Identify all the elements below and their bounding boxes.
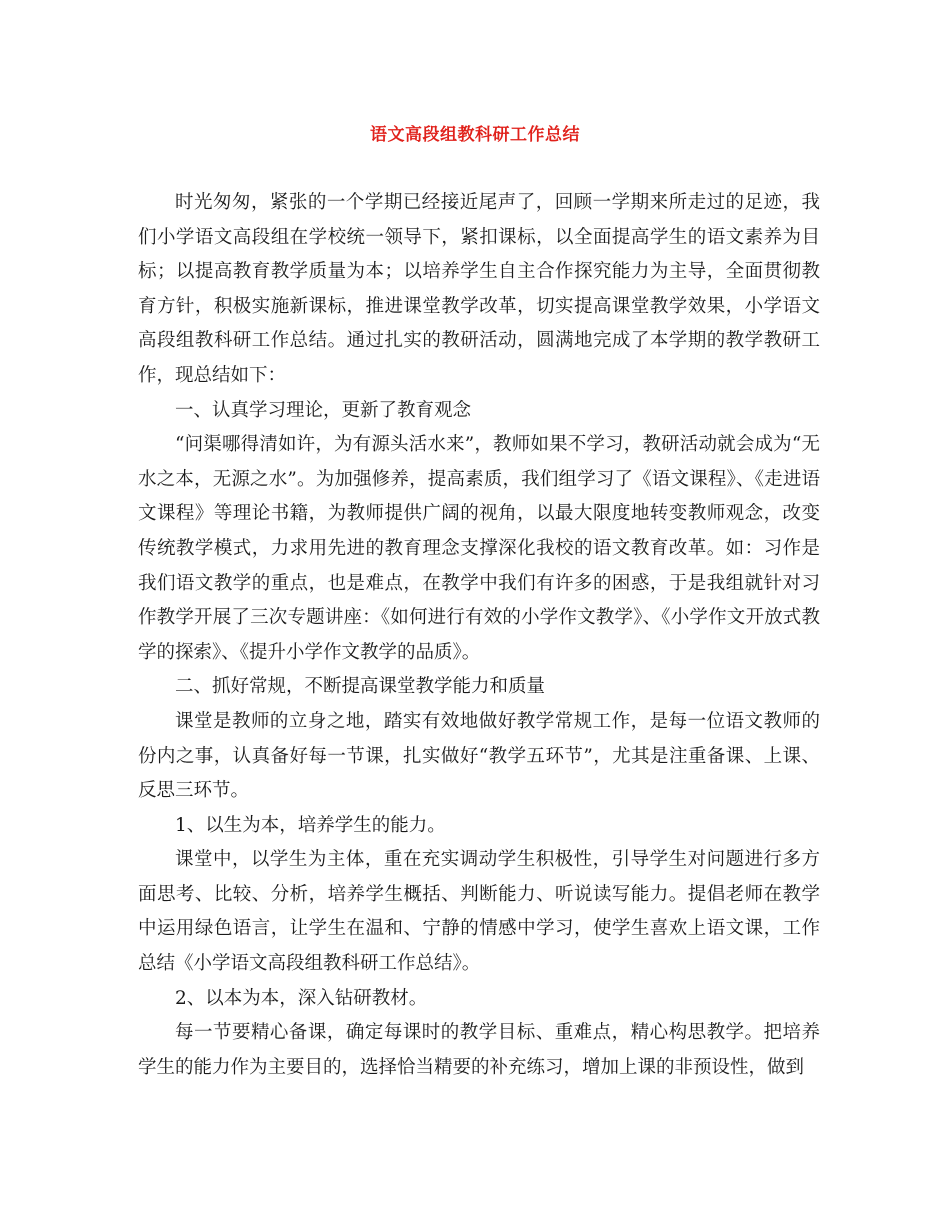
section-2-paragraph: 课堂是教师的立身之地，踏实有效地做好教学常规工作，是每一位语文教师的份内之事，认真备好每一节课，扎实做好“教学五环节”，尤其是注重备课、上课、反思三环节。 [138, 710, 820, 802]
document-title: 语文高段组教科研工作总结 [370, 125, 580, 145]
section-heading-1: 一、认真学习理论，更新了教育观念 [175, 399, 472, 421]
section-1-paragraph: “问渠哪得清如许，为有源头活水来”，教师如果不学习，教研活动就会成为“无水之本，无源之水”。为加强修养，提高素质，我们组学习了《语文课程》、《走进语文课程》等理论书籍，为教师提供广阔的视角，以最大限度地转变教师观念，改变传统教学模式，力求用先进的教育理念支撑深化我校的语文教育改革。如：习作是我们语文教学的重点，也是难点，在教学中我们有许多的困惑，于是我组就针对习作教学开展了三次专题讲座：《如何进行有效的小学作文教学》、《小学作文开放式教学的探索》、《提升小学作文教学的品质》。 [138, 434, 820, 663]
intro-paragraph: 时光匆匆，紧张的一个学期已经接近尾声了，回顾一学期来所走过的足迹，我们小学语文高段组在学校统一领导下，紧扣课标，以全面提高学生的语文素养为目标；以提高教育教学质量为本；以培养学生自主合作探究能力为主导，全面贯彻教育方针，积极实施新课标，推进课堂教学改革，切实提高课堂教学效果，小学语文高段组教科研工作总结。通过扎实的教研活动，圆满地完成了本学期的教学教研工作，现总结如下： [138, 192, 820, 386]
document-body [138, 186, 820, 1085]
subsection-heading-2: 2、以本为本，深入钻研教材。 [175, 987, 428, 1009]
subsection-2-paragraph: 每一节要精心备课，确定每课时的教学目标、重难点，精心构思教学。把培养学生的能力作为主要目的，选择恰当精要的补充练习，增加上课的非预设性，做到 [138, 1022, 820, 1078]
subsection-heading-1: 1、以生为本，培养学生的能力。 [175, 814, 446, 836]
section-heading-2: 二、抓好常规，不断提高课堂教学能力和质量 [175, 676, 546, 698]
subsection-1-paragraph: 课堂中，以学生为主体，重在充实调动学生积极性，引导学生对问题进行多方面思考、比较、分析，培养学生概括、判断能力、听说读写能力。提倡老师在教学中运用绿色语言，让学生在温和、宁静的情感中学习，使学生喜欢上语文课，工作总结《小学语文高段组教科研工作总结》。 [138, 849, 820, 975]
